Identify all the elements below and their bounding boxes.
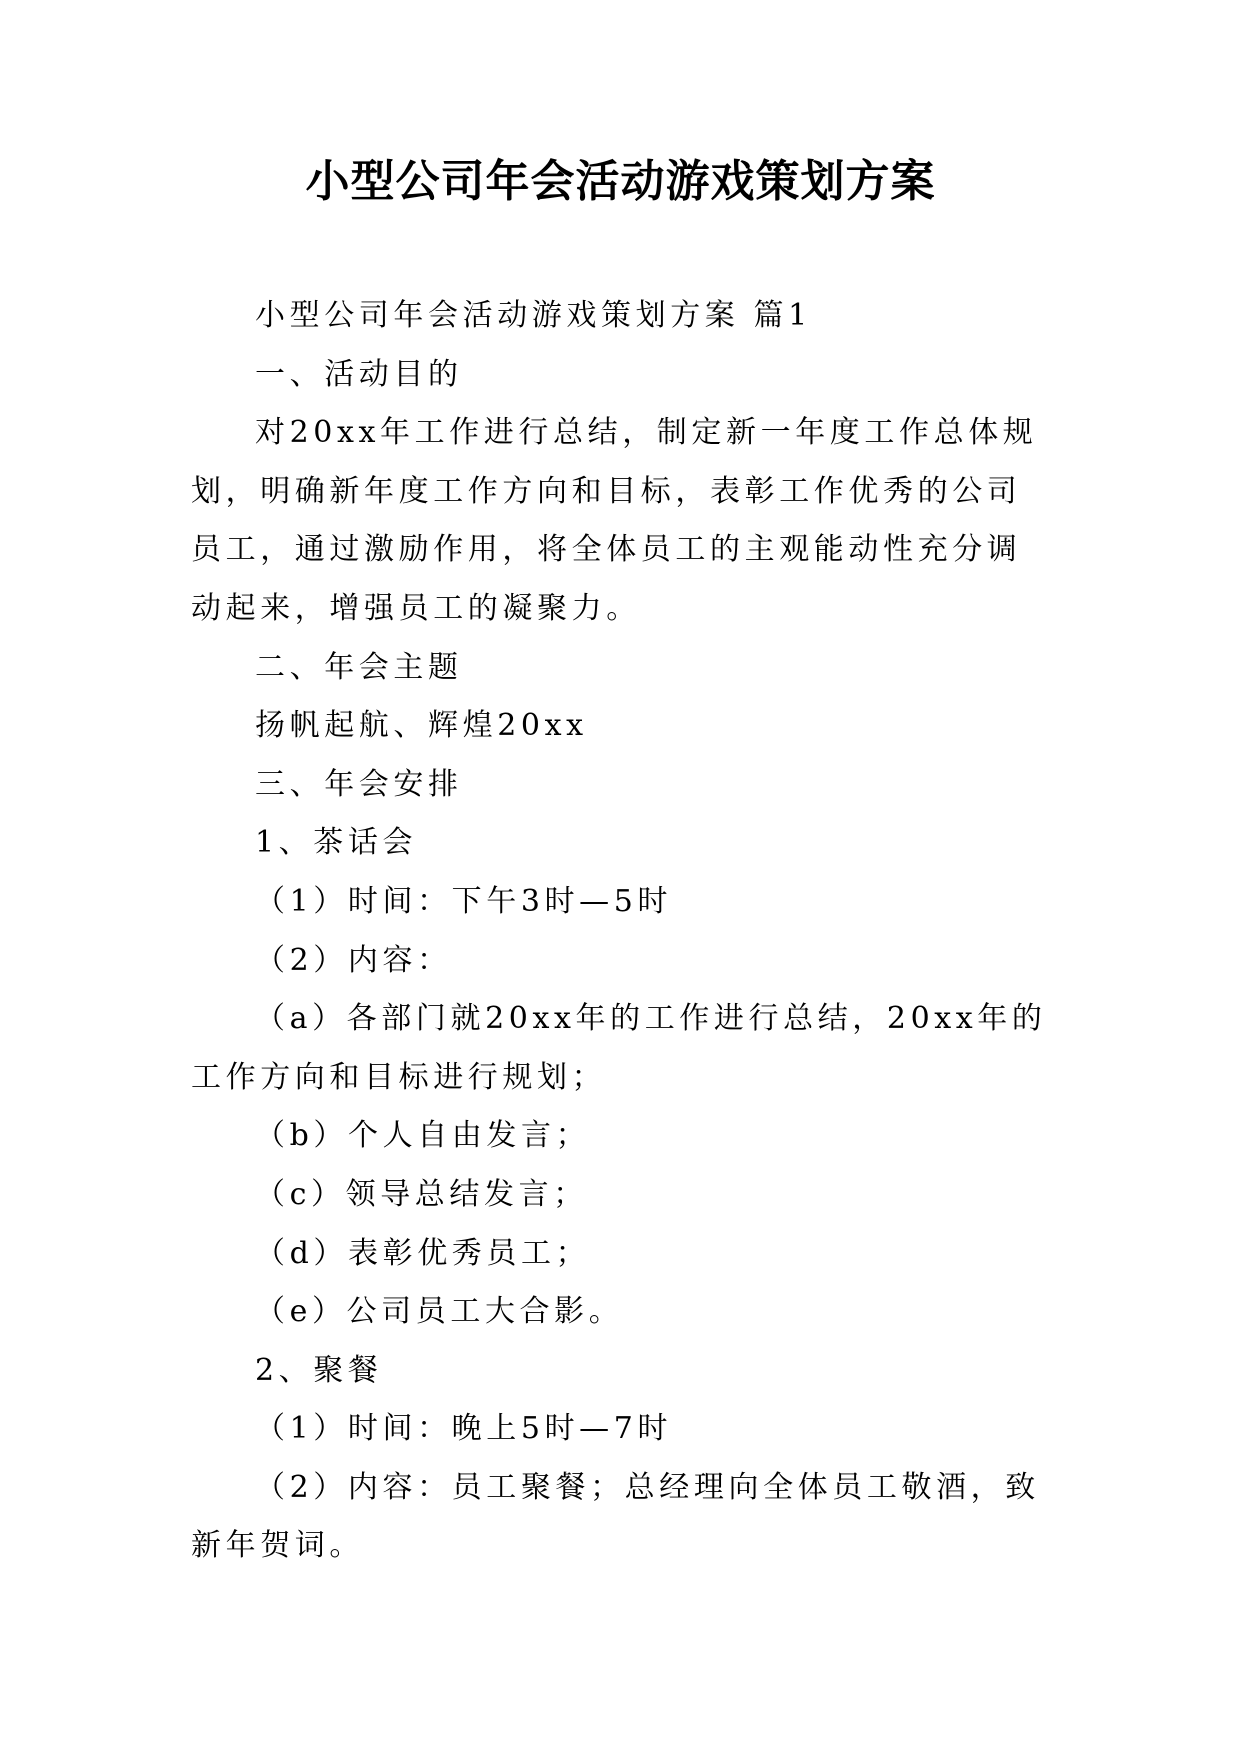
list-item: （2）内容：员工聚餐；总经理向全体员工敬酒，致新年贺词。 [191,1469,1040,1564]
paragraph-purpose: 对20xx年工作进行总结，制定新一年度工作总体规划，明确新年度工作方向和目标，表彰工作优秀的公司员工，通过激励作用，将全体员工的主观能动性充分调动起来，增强员工的凝聚力。 [191,415,1038,626]
list-item: （b）个人自由发言； [255,1118,591,1154]
section-heading-theme: 二、年会主题 [255,649,463,685]
section-heading-purpose: 一、活动目的 [255,356,463,392]
section-heading-arrangement: 三、年会安排 [255,766,463,802]
list-item: （2）内容： [255,942,452,978]
list-item: （a）各部门就20xx年的工作进行总结，20xx年的工作方向和目标进行规划； [191,1001,1047,1095]
list-item: （d）表彰优秀员工； [255,1235,591,1271]
subheading-tea-party: 1、茶话会 [255,825,418,861]
section-heading-part: 小型公司年会活动游戏策划方案 篇1 [255,298,812,333]
document-body [191,287,1051,1576]
list-item: （e）公司员工大合影。 [255,1294,624,1330]
subheading-dinner: 2、聚餐 [255,1352,383,1388]
paragraph-theme: 扬帆起航、辉煌20xx [255,708,588,744]
list-item: （1）时间：晚上5时—7时 [255,1411,673,1447]
list-item: （c）领导总结发言； [255,1176,588,1212]
document-title: 小型公司年会活动游戏策划方案 [305,156,936,207]
list-item: （1）时间：下午3时—5时 [255,883,673,919]
